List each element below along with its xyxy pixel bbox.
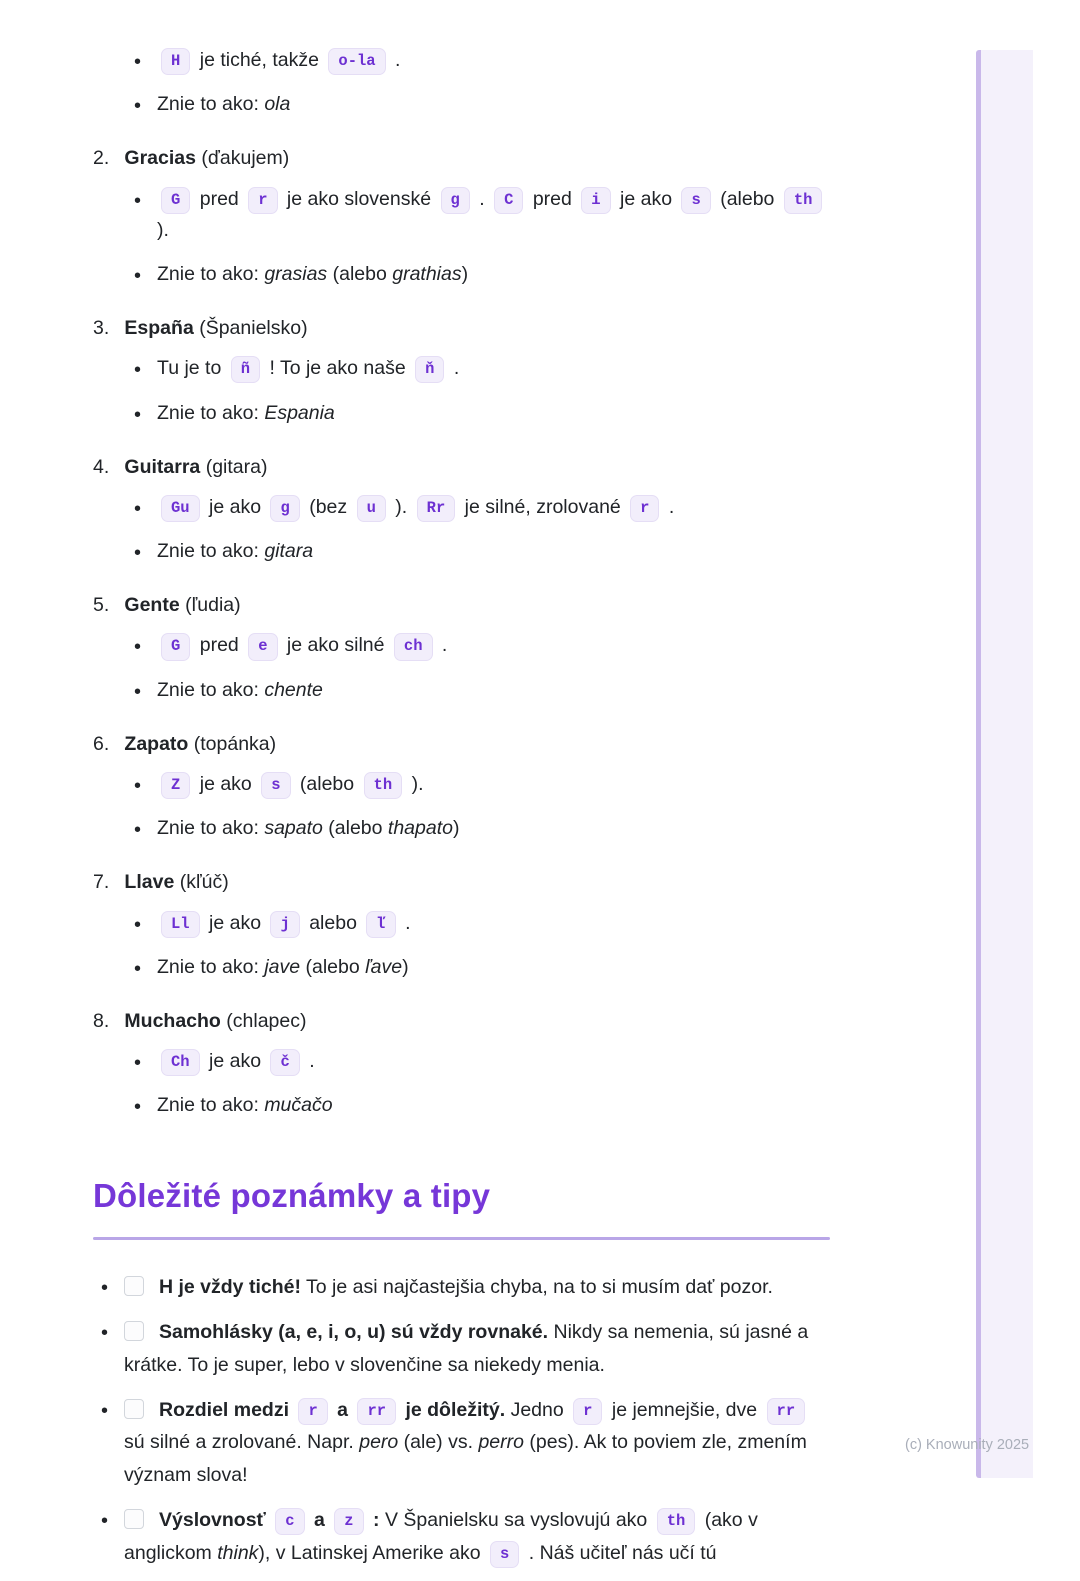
code-badge: Ch <box>161 1049 200 1076</box>
italic-text: ľave <box>365 955 403 978</box>
word-item-notes <box>93 630 833 705</box>
code-badge: u <box>357 495 386 522</box>
italic-text: ola <box>264 93 291 116</box>
italic-text: gitara <box>264 540 314 563</box>
code-badge: C <box>494 187 523 214</box>
code-badge: s <box>261 772 290 799</box>
tip-item: • Rozdiel medzi r a rr je dôležitý. Jedno r je jemnejšie, dve rr sú silné a zrolované. Napr. pero (ale) vs. perro (pes). Ak to poviem zle, zmením význam slova! <box>93 1394 833 1492</box>
word-item-notes <box>93 492 833 567</box>
bullet-line: • Znie to ako: Espania <box>93 398 833 429</box>
word-item-translation: (ľudia) <box>179 594 241 617</box>
code-badge: z <box>334 1508 363 1535</box>
word-item-notes <box>93 353 833 428</box>
bullet-line: • Znie to ako: chente <box>93 675 833 706</box>
word-item-translation: (gitara) <box>200 455 268 478</box>
word-item-name: Gracias <box>124 147 196 170</box>
word-item-number: 5. <box>93 594 110 617</box>
code-badge: c <box>275 1508 304 1535</box>
word-list <box>93 45 833 1122</box>
code-badge: G <box>161 633 190 660</box>
bullet-line: • Znie to ako: gitara <box>93 536 833 567</box>
word-item-notes <box>93 769 833 844</box>
code-badge: o-la <box>328 48 385 75</box>
code-badge: Rr <box>417 495 456 522</box>
word-item-title <box>93 729 833 760</box>
word-item <box>93 45 833 120</box>
italic-text: pero <box>359 1431 399 1454</box>
word-item <box>93 867 833 983</box>
word-item-number: 4. <box>93 455 110 478</box>
word-item <box>93 590 833 706</box>
italic-text: grathias <box>392 262 462 285</box>
word-item-translation: (chlapec) <box>220 1009 307 1032</box>
word-item-name: Llave <box>124 871 175 894</box>
bullet-line: • Znie to ako: mučačo <box>93 1090 833 1121</box>
code-badge: ch <box>394 633 433 660</box>
word-item-notes <box>93 45 833 120</box>
document-content <box>93 36 833 1581</box>
code-badge: s <box>490 1541 519 1568</box>
code-badge: H <box>161 48 190 75</box>
word-item-title <box>93 143 833 174</box>
word-item-title <box>93 313 833 344</box>
tip-item: • Výslovnosť c a z : V Španielsku sa vyslovujú ako th (ako v anglickom think), v Latinskej Amerike ako s . Náš učiteľ nás učí tú <box>93 1504 833 1570</box>
italic-text: thapato <box>387 817 453 840</box>
bullet-line: • Znie to ako: ola <box>93 89 833 120</box>
code-badge: r <box>573 1398 602 1425</box>
bold-text: Rozdiel medzi <box>159 1398 295 1421</box>
code-badge: th <box>784 187 823 214</box>
code-badge: rr <box>767 1398 806 1425</box>
bold-text: a <box>308 1508 331 1531</box>
tip-checkbox[interactable] <box>124 1321 144 1341</box>
word-item-title <box>93 452 833 483</box>
italic-text: think <box>217 1541 259 1564</box>
bullet-line: • Z je ako s (alebo th ). <box>93 769 833 800</box>
word-item <box>93 313 833 429</box>
code-badge: Gu <box>161 495 200 522</box>
word-item-title <box>93 1006 833 1037</box>
tip-checkbox[interactable] <box>124 1276 144 1296</box>
bold-text: Samohlásky (a, e, i, o, u) sú vždy rovnaké. <box>159 1321 549 1344</box>
word-item <box>93 452 833 568</box>
word-item-translation: (Španielsko) <box>193 317 308 340</box>
word-item <box>93 143 833 290</box>
code-badge: r <box>248 187 277 214</box>
code-badge: j <box>270 911 299 938</box>
bullet-line: • Ll je ako j alebo ľ . <box>93 908 833 939</box>
word-item-number: 8. <box>93 1009 110 1032</box>
tip-checkbox[interactable] <box>124 1509 144 1529</box>
word-item-notes <box>93 1046 833 1121</box>
section-divider <box>93 1237 830 1240</box>
code-badge: th <box>657 1508 696 1535</box>
word-item <box>93 729 833 845</box>
code-badge: Z <box>161 772 190 799</box>
code-badge: ň <box>415 356 444 383</box>
word-item-notes <box>93 908 833 983</box>
italic-text: grasias <box>264 262 328 285</box>
italic-text: Espania <box>264 401 335 424</box>
bold-text: je dôležitý. <box>400 1398 506 1421</box>
tip-item: • H je vždy tiché! To je asi najčastejšia chyba, na to si musím dať pozor. <box>93 1271 833 1304</box>
code-badge: ñ <box>231 356 260 383</box>
word-item-name: Muchacho <box>124 1009 221 1032</box>
word-item-translation: (kľúč) <box>174 871 229 894</box>
italic-text: mučačo <box>264 1094 333 1117</box>
italic-text: perro <box>478 1431 524 1454</box>
code-badge: rr <box>357 1398 396 1425</box>
code-badge: r <box>298 1398 327 1425</box>
word-item-name: Guitarra <box>124 455 201 478</box>
code-badge: Ll <box>161 911 200 938</box>
word-item-title <box>93 867 833 898</box>
bullet-line: • Gu je ako g (bez u ). Rr je silné, zrolované r . <box>93 492 833 523</box>
code-badge: g <box>441 187 470 214</box>
word-item-translation: (topánka) <box>188 732 277 755</box>
italic-text: jave <box>264 955 301 978</box>
word-item-title <box>93 590 833 621</box>
bold-text: : <box>367 1508 380 1531</box>
word-item-name: Zapato <box>124 732 189 755</box>
italic-text: chente <box>264 678 323 701</box>
page-edge-panel <box>976 50 1033 1478</box>
bullet-line: • Tu je to ñ ! To je ako naše ň . <box>93 353 833 384</box>
section-title: Dôležité poznámky a tipy <box>93 1176 491 1214</box>
word-item-translation: (ďakujem) <box>195 147 290 170</box>
bullet-line: • Ch je ako č . <box>93 1046 833 1077</box>
tip-item: • Samohlásky (a, e, i, o, u) sú vždy rovnaké. Nikdy sa nemenia, sú jasné a krátke. To je super, lebo v slovenčine sa niekedy menia. <box>93 1316 833 1382</box>
word-item <box>93 1006 833 1122</box>
word-item-number: 6. <box>93 732 110 755</box>
bullet-line: • Znie to ako: jave (alebo ľave) <box>93 952 833 983</box>
code-badge: g <box>270 495 299 522</box>
code-badge: G <box>161 187 190 214</box>
tip-checkbox[interactable] <box>124 1399 144 1419</box>
word-item-name: Gente <box>124 594 180 617</box>
bold-text: a <box>331 1398 354 1421</box>
bold-text: Výslovnosť <box>159 1508 272 1531</box>
code-badge: ľ <box>366 911 395 938</box>
bold-text: H je vždy tiché! <box>159 1276 301 1299</box>
bullet-line: • G pred e je ako silné ch . <box>93 630 833 661</box>
italic-text: sapato <box>264 817 323 840</box>
code-badge: e <box>248 633 277 660</box>
watermark: (c) Knowunity 2025 <box>905 1437 1030 1453</box>
word-item-notes <box>93 184 833 291</box>
code-badge: th <box>364 772 403 799</box>
code-badge: i <box>581 187 610 214</box>
code-badge: č <box>270 1049 299 1076</box>
bullet-line: • G pred r je ako slovenské g . C pred i je ako s (alebo th ). <box>93 184 833 246</box>
code-badge: s <box>681 187 710 214</box>
bullet-line: • H je tiché, takže o-la . <box>93 45 833 76</box>
word-item-number: 3. <box>93 317 110 340</box>
bullet-line: • Znie to ako: sapato (alebo thapato) <box>93 813 833 844</box>
word-item-number: 7. <box>93 871 110 894</box>
tips-list <box>93 1271 833 1569</box>
bullet-line: • Znie to ako: grasias (alebo grathias) <box>93 259 833 290</box>
word-item-name: España <box>124 317 194 340</box>
word-item-number: 2. <box>93 147 110 170</box>
code-badge: r <box>630 495 659 522</box>
